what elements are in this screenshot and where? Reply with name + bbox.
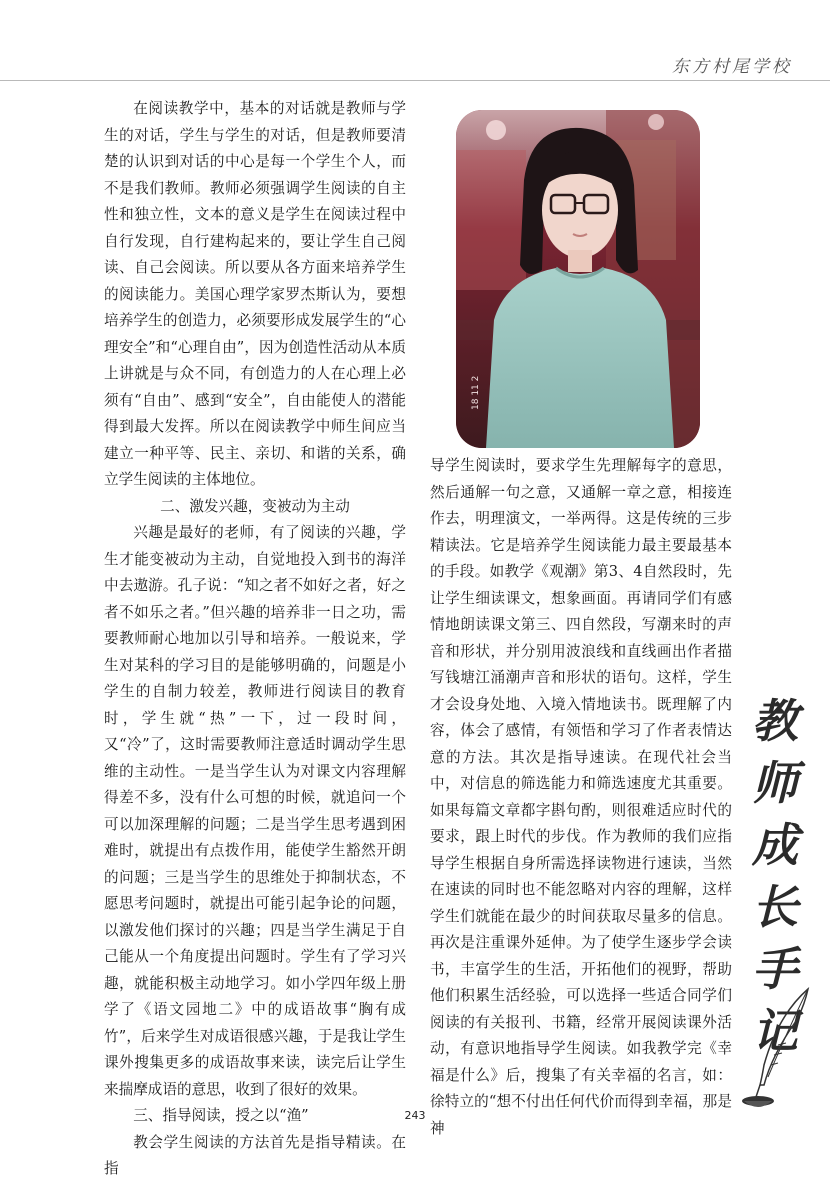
teacher-photo — [456, 110, 700, 448]
teacher-portrait-image — [456, 110, 700, 448]
section-heading: 三、指导阅读，授之以“渔” — [133, 1107, 309, 1124]
body-paragraph: 教会学生阅读的方法首先是指导精读。在指 — [104, 1133, 406, 1177]
school-name: 东方村尾学校 — [672, 57, 792, 77]
left-column — [104, 96, 406, 1183]
title-char: 师 — [752, 756, 798, 810]
quill-pen-icon — [738, 985, 818, 1113]
body-paragraph: 在阅读教学中，基本的对话就是教师与学生的对话，学生与学生的对话，但是教师要清楚的认识到对话的中心是每一个学生个人，而不是我们教师。教师必须强调学生阅读的自主性和独立性，文本的意义是学生在阅读过程中自行发现，自行建构起来的，要让学生自己阅读、自己会阅读。所以要从各方面来培养学生的阅读能力。美国心理学家罗杰斯认为，要想培养学生的创造力，必须要形成发展学生的“心理安全”和“心理自由”，因为创造性活动从本质上讲就是与众不同，有创造力的人在心理上必须有“自由”、感到“安全”，自由能使人的潜能得到最大发挥。所以在阅读教学中师生间应当建立一种平等、民主、亲切、和谐的关系，确立学生阅读的主体地位。 — [104, 100, 406, 488]
title-char: 成 — [752, 818, 798, 872]
title-char: 教 — [752, 694, 798, 748]
page-number: 243 — [404, 1109, 426, 1122]
right-column — [430, 453, 732, 1142]
section-heading: 二、激发兴趣，变被动为主动 — [160, 497, 350, 515]
body-paragraph: 兴趣是最好的老师，有了阅读的兴趣，学生才能变被动为主动，自觉地投入到书的海洋中去遨游。孔子说：“知之者不如好之者，好之者不如乐之者。”但兴趣的培养非一日之功，需要教师耐心地加以引导和培养。一般说来，学生对某科的学习目的是能够明确的，问题是小学生的自制力较差，教师进行阅读目的教育时，学生就“热”一下，过一段时间，又“冷”了，这时需要教师注意适时调动学生思维的主动性。一是当学生认为对课文内容理解得差不多，没有什么可想的时候，就追问一个可以加深理解的问题；二是当学生思考遇到困难时，就提出有点拨作用，能使学生豁然开朗的问题；三是当学生的思维处于抑制状态，不愿思考问题时，就提出可能引起争论的问题，以激发他们探讨的兴趣；四是当学生满足于自己能从一个角度提出问题时。学生有了学习兴趣，就能积极主动地学习。如小学四年级上册学了《语文园地二》中的成语故事“胸有成竹”，后来学生对成语很感兴趣，于是我让学生课外搜集更多的成语故事来读，读完后让学生来揣摩成语的意思，收到了很好的效果。 — [104, 524, 406, 1098]
title-char: 手 — [752, 942, 798, 996]
body-paragraph: 导学生阅读时，要求学生先理解每字的意思，然后通解一句之意，又通解一章之意，相接连作去，明理演文，一举两得。这是传统的三步精读法。它是培养学生阅读能力最主要最基本的手段。如教学《观潮》第3、4自然段时，先让学生细读课文，想象画面。再请同学们有感情地朗读课文第三、四自然段，写潮来时的声音和形状，并分别用波浪线和直线画出作者描写钱塘江涌潮声音和形状的语句。这样，学生才会设身处地、入境入情地读书。既理解了内容，体会了感情，有领悟和学习了作者表情达意的方法。其次是指导速读。在现代社会当中，对信息的筛选能力和筛选速度尤其重要。如果每篇文章都字斟句酌，则很难适应时代的要求，跟上时代的步伐。作为教师的我们应指导学生根据自身所需选择读物进行速读，当然在速读的同时也不能忽略对内容的理解，这样学生们就能在最少的时间获取尽量多的信息。再次是注重课外延伸。为了使学生逐步学会读书，丰富学生的生活，开拓他们的视野，帮助他们积累生活经验，可以选择一些适合同学们阅读的有关报刊、书籍，经常开展阅读课外活动，有意识地指导学生阅读。如我教学完《幸福是什么》后，搜集了有关幸福的名言，如：徐特立的“想不付出任何代价而得到幸福，那是神 — [430, 457, 732, 1137]
title-char: 记 — [752, 1004, 798, 1058]
photo-watermark: 18 11 2 — [471, 375, 481, 410]
title-char: 长 — [752, 880, 798, 934]
header-divider — [0, 80, 830, 81]
